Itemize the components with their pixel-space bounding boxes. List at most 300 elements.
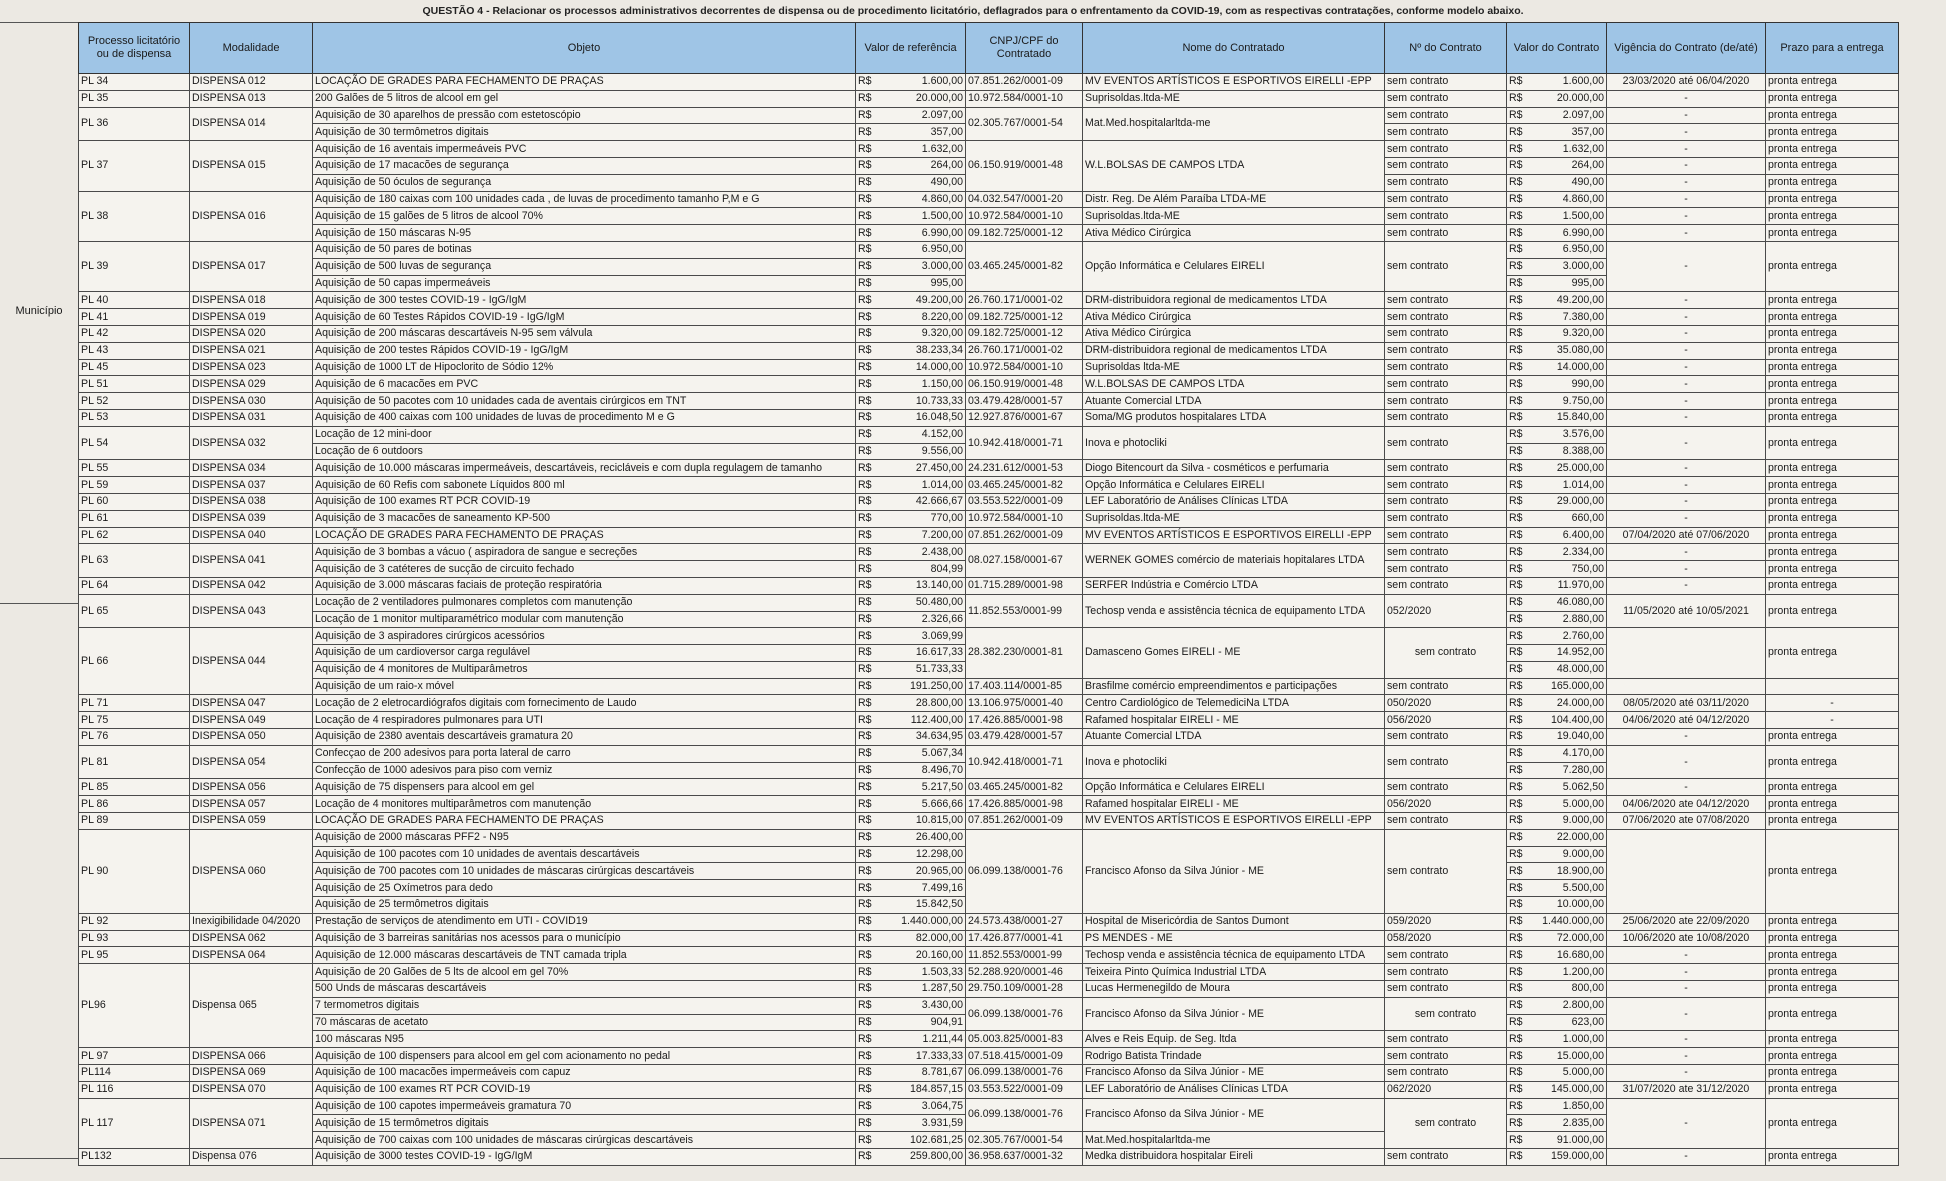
currency-cell: R$ bbox=[856, 74, 887, 91]
vigencia-cell bbox=[1607, 628, 1766, 678]
cnpj-cell: 06.099.138/0001-76 bbox=[966, 829, 1083, 913]
cnpj-cell: 11.852.553/0001-99 bbox=[966, 947, 1083, 964]
prazo-cell: pronta entrega bbox=[1766, 510, 1899, 527]
valor-contrato-cell: 3.576,00 bbox=[1538, 426, 1607, 443]
vigencia-cell: - bbox=[1607, 309, 1766, 326]
objeto-cell: 70 máscaras de acetato bbox=[313, 1014, 856, 1031]
valor-contrato-cell: 46.080,00 bbox=[1538, 594, 1607, 611]
cnpj-cell: 36.958.637/0001-32 bbox=[966, 1149, 1083, 1166]
processo-cell: PL 66 bbox=[79, 628, 190, 695]
valor-contrato-cell: 2.334,00 bbox=[1538, 544, 1607, 561]
vigencia-cell: - bbox=[1607, 1098, 1766, 1148]
currency-cell: R$ bbox=[856, 594, 887, 611]
vigencia-cell: - bbox=[1607, 157, 1766, 174]
modalidade-cell: DISPENSA 043 bbox=[190, 594, 313, 628]
currency-cell: R$ bbox=[1507, 443, 1538, 460]
valor-contrato-cell: 6.990,00 bbox=[1538, 225, 1607, 242]
prazo-cell: pronta entrega bbox=[1766, 964, 1899, 981]
currency-cell: R$ bbox=[1507, 376, 1538, 393]
table-row bbox=[79, 225, 1899, 242]
numero-contrato-cell: sem contrato bbox=[1385, 359, 1507, 376]
nome-cell: Suprisoldas.ltda-ME bbox=[1083, 510, 1385, 527]
processo-cell: PL 43 bbox=[79, 342, 190, 359]
valor-referencia-cell: 357,00 bbox=[887, 124, 966, 141]
valor-referencia-cell: 20.160,00 bbox=[887, 947, 966, 964]
valor-referencia-cell: 49.200,00 bbox=[887, 292, 966, 309]
vigencia-cell: - bbox=[1607, 1065, 1766, 1082]
numero-contrato-cell: sem contrato bbox=[1385, 124, 1507, 141]
vigencia-cell: - bbox=[1607, 981, 1766, 998]
currency-cell: R$ bbox=[856, 510, 887, 527]
cnpj-cell: 17.426.885/0001-98 bbox=[966, 712, 1083, 729]
currency-cell: R$ bbox=[856, 1149, 887, 1166]
currency-cell: R$ bbox=[1507, 897, 1538, 914]
valor-referencia-cell: 7.200,00 bbox=[887, 527, 966, 544]
nome-cell: Francisco Afonso da Silva Júnior - ME bbox=[1083, 1098, 1385, 1132]
objeto-cell: Aquisição de 3 macacões de saneamento KP-500 bbox=[313, 510, 856, 527]
prazo-cell: pronta entrega bbox=[1766, 460, 1899, 477]
prazo-cell: pronta entrega bbox=[1766, 74, 1899, 91]
valor-contrato-cell: 18.900,00 bbox=[1538, 863, 1607, 880]
modalidade-cell: DISPENSA 047 bbox=[190, 695, 313, 712]
numero-contrato-cell: sem contrato bbox=[1385, 309, 1507, 326]
table-row bbox=[79, 813, 1899, 830]
valor-referencia-cell: 26.400,00 bbox=[887, 829, 966, 846]
prazo-cell: pronta entrega bbox=[1766, 292, 1899, 309]
prazo-cell bbox=[1766, 678, 1899, 695]
valor-referencia-cell: 1.440.000,00 bbox=[887, 913, 966, 930]
prazo-cell: pronta entrega bbox=[1766, 997, 1899, 1031]
currency-cell: R$ bbox=[856, 1065, 887, 1082]
valor-contrato-cell: 2.800,00 bbox=[1538, 997, 1607, 1014]
vigencia-cell: - bbox=[1607, 241, 1766, 291]
prazo-cell: pronta entrega bbox=[1766, 141, 1899, 158]
currency-cell: R$ bbox=[856, 157, 887, 174]
objeto-cell: Aquisição de 3.000 máscaras faciais de proteção respiratória bbox=[313, 577, 856, 594]
currency-cell: R$ bbox=[856, 981, 887, 998]
currency-cell: R$ bbox=[856, 376, 887, 393]
processo-cell: PL 65 bbox=[79, 594, 190, 628]
table-row bbox=[79, 292, 1899, 309]
cnpj-cell: 02.305.767/0001-54 bbox=[966, 107, 1083, 141]
processo-cell: PL 81 bbox=[79, 745, 190, 779]
nome-cell: Inova e photocliki bbox=[1083, 745, 1385, 779]
valor-contrato-cell: 72.000,00 bbox=[1538, 930, 1607, 947]
modalidade-cell: DISPENSA 041 bbox=[190, 544, 313, 578]
nome-cell: Alves e Reis Equip. de Seg. ltda bbox=[1083, 1031, 1385, 1048]
prazo-cell: - bbox=[1766, 712, 1899, 729]
valor-referencia-cell: 15.842,50 bbox=[887, 897, 966, 914]
valor-contrato-cell: 9.750,00 bbox=[1538, 393, 1607, 410]
table-row bbox=[79, 745, 1899, 762]
table-row bbox=[79, 309, 1899, 326]
valor-contrato-cell: 15.840,00 bbox=[1538, 409, 1607, 426]
currency-cell: R$ bbox=[1507, 510, 1538, 527]
numero-contrato-cell: sem contrato bbox=[1385, 964, 1507, 981]
objeto-cell: Aquisição de 50 pares de botinas bbox=[313, 241, 856, 258]
currency-cell: R$ bbox=[1507, 275, 1538, 292]
nome-cell: W.L.BOLSAS DE CAMPOS LTDA bbox=[1083, 376, 1385, 393]
prazo-cell: pronta entrega bbox=[1766, 409, 1899, 426]
prazo-cell: pronta entrega bbox=[1766, 779, 1899, 796]
prazo-cell: pronta entrega bbox=[1766, 477, 1899, 494]
currency-cell: R$ bbox=[1507, 460, 1538, 477]
currency-cell: R$ bbox=[1507, 930, 1538, 947]
prazo-cell: pronta entrega bbox=[1766, 913, 1899, 930]
vigencia-cell: - bbox=[1607, 1048, 1766, 1065]
vigencia-cell: - bbox=[1607, 729, 1766, 746]
objeto-cell: Aquisição de 12.000 máscaras descartáveis de TNT camada tripla bbox=[313, 947, 856, 964]
table-row bbox=[79, 729, 1899, 746]
valor-contrato-cell: 49.200,00 bbox=[1538, 292, 1607, 309]
valor-contrato-cell: 1.440.000,00 bbox=[1538, 913, 1607, 930]
numero-contrato-cell: sem contrato bbox=[1385, 90, 1507, 107]
currency-cell: R$ bbox=[856, 325, 887, 342]
col-numero-contrato: Nº do Contrato bbox=[1385, 23, 1507, 74]
valor-referencia-cell: 12.298,00 bbox=[887, 846, 966, 863]
objeto-cell: Aquisição de 6 macacões em PVC bbox=[313, 376, 856, 393]
valor-contrato-cell: 15.000,00 bbox=[1538, 1048, 1607, 1065]
numero-contrato-cell: sem contrato bbox=[1385, 1031, 1507, 1048]
objeto-cell: Aquisição de 400 caixas com 100 unidades de luvas de procedimento M e G bbox=[313, 409, 856, 426]
cnpj-cell: 03.465.245/0001-82 bbox=[966, 477, 1083, 494]
currency-cell: R$ bbox=[856, 292, 887, 309]
currency-cell: R$ bbox=[1507, 241, 1538, 258]
currency-cell: R$ bbox=[856, 141, 887, 158]
vigencia-cell: - bbox=[1607, 460, 1766, 477]
table-row bbox=[79, 1048, 1899, 1065]
currency-cell: R$ bbox=[856, 443, 887, 460]
prazo-cell: pronta entrega bbox=[1766, 745, 1899, 779]
currency-cell: R$ bbox=[1507, 611, 1538, 628]
cnpj-cell: 03.553.522/0001-09 bbox=[966, 493, 1083, 510]
vigencia-cell: - bbox=[1607, 493, 1766, 510]
vigencia-cell: - bbox=[1607, 376, 1766, 393]
currency-cell: R$ bbox=[1507, 544, 1538, 561]
municipio-label: Município bbox=[15, 305, 63, 317]
valor-referencia-cell: 50.480,00 bbox=[887, 594, 966, 611]
objeto-cell: Locação de 12 mini-door bbox=[313, 426, 856, 443]
valor-referencia-cell: 112.400,00 bbox=[887, 712, 966, 729]
numero-contrato-cell: sem contrato bbox=[1385, 678, 1507, 695]
numero-contrato-cell: sem contrato bbox=[1385, 460, 1507, 477]
processo-cell: PL 93 bbox=[79, 930, 190, 947]
numero-contrato-cell: 056/2020 bbox=[1385, 712, 1507, 729]
currency-cell: R$ bbox=[1507, 309, 1538, 326]
valor-referencia-cell: 8.496,70 bbox=[887, 762, 966, 779]
prazo-cell: pronta entrega bbox=[1766, 1098, 1899, 1148]
currency-cell: R$ bbox=[1507, 829, 1538, 846]
currency-cell: R$ bbox=[1507, 325, 1538, 342]
col-valor-contrato: Valor do Contrato bbox=[1507, 23, 1607, 74]
valor-referencia-cell: 3.000,00 bbox=[887, 258, 966, 275]
valor-contrato-cell: 5.500,00 bbox=[1538, 880, 1607, 897]
objeto-cell: Aquisição de 10.000 máscaras impermeáveis, descartáveis, recicláveis e com dupla regulagem de tamanho bbox=[313, 460, 856, 477]
vigencia-cell: - bbox=[1607, 409, 1766, 426]
prazo-cell: pronta entrega bbox=[1766, 561, 1899, 578]
numero-contrato-cell: sem contrato bbox=[1385, 208, 1507, 225]
numero-contrato-cell: sem contrato bbox=[1385, 628, 1507, 678]
objeto-cell: Aquisição de 3000 testes COVID-19 - IgG/IgM bbox=[313, 1149, 856, 1166]
valor-referencia-cell: 16.048,50 bbox=[887, 409, 966, 426]
objeto-cell: Locação de 6 outdoors bbox=[313, 443, 856, 460]
nome-cell: Diogo Bitencourt da Silva - cosméticos e perfumaria bbox=[1083, 460, 1385, 477]
processo-cell: PL 36 bbox=[79, 107, 190, 141]
numero-contrato-cell: sem contrato bbox=[1385, 74, 1507, 91]
cnpj-cell: 10.942.418/0001-71 bbox=[966, 426, 1083, 460]
table-row bbox=[79, 964, 1899, 981]
cnpj-cell: 28.382.230/0001-81 bbox=[966, 628, 1083, 678]
objeto-cell: Aquisição de 15 galões de 5 litros de alcool 70% bbox=[313, 208, 856, 225]
vigencia-cell: - bbox=[1607, 225, 1766, 242]
cnpj-cell: 12.927.876/0001-67 bbox=[966, 409, 1083, 426]
processo-cell: PL 41 bbox=[79, 309, 190, 326]
processo-cell: PL 64 bbox=[79, 577, 190, 594]
cnpj-cell: 10.972.584/0001-10 bbox=[966, 208, 1083, 225]
prazo-cell: pronta entrega bbox=[1766, 981, 1899, 998]
currency-cell: R$ bbox=[1507, 628, 1538, 645]
objeto-cell: Aquisição de 60 Testes Rápidos COVID-19 - IgG/IgM bbox=[313, 309, 856, 326]
objeto-cell: Aquisição de 500 luvas de segurança bbox=[313, 258, 856, 275]
modalidade-cell: DISPENSA 050 bbox=[190, 729, 313, 746]
nome-cell: SERFER Indústria e Comércio LTDA bbox=[1083, 577, 1385, 594]
valor-contrato-cell: 7.280,00 bbox=[1538, 762, 1607, 779]
currency-cell: R$ bbox=[856, 409, 887, 426]
cnpj-cell: 05.003.825/0001-83 bbox=[966, 1031, 1083, 1048]
currency-cell: R$ bbox=[856, 796, 887, 813]
nome-cell: Opção Informática e Celulares EIRELI bbox=[1083, 779, 1385, 796]
currency-cell: R$ bbox=[1507, 1149, 1538, 1166]
nome-cell: Rodrigo Batista Trindade bbox=[1083, 1048, 1385, 1065]
modalidade-cell: DISPENSA 020 bbox=[190, 325, 313, 342]
valor-contrato-cell: 48.000,00 bbox=[1538, 661, 1607, 678]
modalidade-cell: DISPENSA 021 bbox=[190, 342, 313, 359]
objeto-cell: Aquisição de 30 termômetros digitais bbox=[313, 124, 856, 141]
currency-cell: R$ bbox=[1507, 292, 1538, 309]
modalidade-cell: DISPENSA 071 bbox=[190, 1098, 313, 1148]
prazo-cell: pronta entrega bbox=[1766, 796, 1899, 813]
valor-referencia-cell: 995,00 bbox=[887, 275, 966, 292]
nome-cell: Mat.Med.hospitalarltda-me bbox=[1083, 1132, 1385, 1149]
prazo-cell: pronta entrega bbox=[1766, 393, 1899, 410]
table-row bbox=[79, 829, 1899, 846]
numero-contrato-cell: sem contrato bbox=[1385, 729, 1507, 746]
nome-cell: Suprisoldas.ltda-ME bbox=[1083, 90, 1385, 107]
valor-contrato-cell: 800,00 bbox=[1538, 981, 1607, 998]
prazo-cell: pronta entrega bbox=[1766, 1065, 1899, 1082]
cnpj-cell: 07.851.262/0001-09 bbox=[966, 527, 1083, 544]
objeto-cell: Aquisição de 17 macacões de segurança bbox=[313, 157, 856, 174]
objeto-cell: Aquisição de 2380 aventais descartáveis gramatura 20 bbox=[313, 729, 856, 746]
prazo-cell: pronta entrega bbox=[1766, 208, 1899, 225]
currency-cell: R$ bbox=[1507, 947, 1538, 964]
nome-cell: Brasfilme comércio empreendimentos e participações bbox=[1083, 678, 1385, 695]
modalidade-cell: DISPENSA 062 bbox=[190, 930, 313, 947]
currency-cell: R$ bbox=[856, 695, 887, 712]
prazo-cell: pronta entrega bbox=[1766, 107, 1899, 124]
numero-contrato-cell: sem contrato bbox=[1385, 426, 1507, 460]
valor-contrato-cell: 995,00 bbox=[1538, 275, 1607, 292]
currency-cell: R$ bbox=[1507, 577, 1538, 594]
nome-cell: Hospital de Misericórdia de Santos Dumont bbox=[1083, 913, 1385, 930]
prazo-cell: pronta entrega bbox=[1766, 947, 1899, 964]
nome-cell: Francisco Afonso da Silva Júnior - ME bbox=[1083, 997, 1385, 1031]
valor-contrato-cell: 9.000,00 bbox=[1538, 846, 1607, 863]
table-row bbox=[79, 241, 1899, 258]
currency-cell: R$ bbox=[856, 829, 887, 846]
nome-cell: MV EVENTOS ARTÍSTICOS E ESPORTIVOS EIRELLI -EPP bbox=[1083, 527, 1385, 544]
vigencia-cell: - bbox=[1607, 191, 1766, 208]
valor-referencia-cell: 28.800,00 bbox=[887, 695, 966, 712]
currency-cell: R$ bbox=[856, 393, 887, 410]
currency-cell: R$ bbox=[1507, 846, 1538, 863]
col-modalidade: Modalidade bbox=[190, 23, 313, 74]
modalidade-cell: DISPENSA 056 bbox=[190, 779, 313, 796]
valor-referencia-cell: 3.931,59 bbox=[887, 1115, 966, 1132]
nome-cell: Atuante Comercial LTDA bbox=[1083, 729, 1385, 746]
table-row bbox=[79, 544, 1899, 561]
vigencia-cell: - bbox=[1607, 342, 1766, 359]
table-row bbox=[79, 510, 1899, 527]
vigencia-cell: - bbox=[1607, 544, 1766, 561]
objeto-cell: Aquisição de 200 máscaras descartáveis N-95 sem válvula bbox=[313, 325, 856, 342]
valor-contrato-cell: 357,00 bbox=[1538, 124, 1607, 141]
currency-cell: R$ bbox=[1507, 493, 1538, 510]
valor-referencia-cell: 27.450,00 bbox=[887, 460, 966, 477]
vigencia-cell: 07/04/2020 até 07/06/2020 bbox=[1607, 527, 1766, 544]
valor-referencia-cell: 38.233,34 bbox=[887, 342, 966, 359]
valor-contrato-cell: 2.097,00 bbox=[1538, 107, 1607, 124]
currency-cell: R$ bbox=[856, 241, 887, 258]
table-row bbox=[79, 947, 1899, 964]
table-row bbox=[79, 678, 1899, 695]
valor-contrato-cell: 9.000,00 bbox=[1538, 813, 1607, 830]
modalidade-cell: DISPENSA 038 bbox=[190, 493, 313, 510]
nome-cell: Francisco Afonso da Silva Júnior - ME bbox=[1083, 829, 1385, 913]
objeto-cell: 200 Galões de 5 litros de alcool em gel bbox=[313, 90, 856, 107]
cnpj-cell: 06.150.919/0001-48 bbox=[966, 376, 1083, 393]
prazo-cell: pronta entrega bbox=[1766, 191, 1899, 208]
processo-cell: PL 62 bbox=[79, 527, 190, 544]
modalidade-cell: DISPENSA 059 bbox=[190, 813, 313, 830]
currency-cell: R$ bbox=[856, 762, 887, 779]
prazo-cell: pronta entrega bbox=[1766, 527, 1899, 544]
valor-contrato-cell: 10.000,00 bbox=[1538, 897, 1607, 914]
processo-cell: PL 89 bbox=[79, 813, 190, 830]
vigencia-cell: 04/06/2020 até 04/12/2020 bbox=[1607, 712, 1766, 729]
currency-cell: R$ bbox=[856, 897, 887, 914]
table-row bbox=[79, 90, 1899, 107]
valor-contrato-cell: 4.860,00 bbox=[1538, 191, 1607, 208]
valor-contrato-cell: 20.000,00 bbox=[1538, 90, 1607, 107]
currency-cell: R$ bbox=[856, 544, 887, 561]
nome-cell: Suprisoldas.ltda-ME bbox=[1083, 208, 1385, 225]
side-rule-bottom bbox=[0, 1158, 78, 1159]
currency-cell: R$ bbox=[856, 745, 887, 762]
valor-contrato-cell: 2.880,00 bbox=[1538, 611, 1607, 628]
processo-cell: PL 76 bbox=[79, 729, 190, 746]
valor-contrato-cell: 16.680,00 bbox=[1538, 947, 1607, 964]
table-row bbox=[79, 1081, 1899, 1098]
currency-cell: R$ bbox=[856, 611, 887, 628]
valor-referencia-cell: 4.860,00 bbox=[887, 191, 966, 208]
processo-cell: PL 95 bbox=[79, 947, 190, 964]
table-row bbox=[79, 409, 1899, 426]
valor-contrato-cell: 14.000,00 bbox=[1538, 359, 1607, 376]
table-row bbox=[79, 930, 1899, 947]
valor-referencia-cell: 8.781,67 bbox=[887, 1065, 966, 1082]
modalidade-cell: DISPENSA 066 bbox=[190, 1048, 313, 1065]
valor-referencia-cell: 191.250,00 bbox=[887, 678, 966, 695]
currency-cell: R$ bbox=[1507, 745, 1538, 762]
valor-referencia-cell: 3.069,99 bbox=[887, 628, 966, 645]
cnpj-cell: 07.851.262/0001-09 bbox=[966, 813, 1083, 830]
objeto-cell: Confecção de 1000 adesivos para piso com verniz bbox=[313, 762, 856, 779]
valor-referencia-cell: 5.217,50 bbox=[887, 779, 966, 796]
processo-cell: PL 52 bbox=[79, 393, 190, 410]
currency-cell: R$ bbox=[1507, 594, 1538, 611]
objeto-cell: Aquisição de 150 máscaras N-95 bbox=[313, 225, 856, 242]
currency-cell: R$ bbox=[1507, 342, 1538, 359]
vigencia-cell: 08/05/2020 até 03/11/2020 bbox=[1607, 695, 1766, 712]
processo-cell: PL 117 bbox=[79, 1098, 190, 1148]
valor-contrato-cell: 6.400,00 bbox=[1538, 527, 1607, 544]
vigencia-cell: - bbox=[1607, 174, 1766, 191]
valor-contrato-cell: 19.040,00 bbox=[1538, 729, 1607, 746]
processo-cell: PL 75 bbox=[79, 712, 190, 729]
objeto-cell: Aquisição de 700 caixas com 100 unidades de máscaras cirúrgicas descartáveis bbox=[313, 1132, 856, 1149]
objeto-cell: Aquisição de 180 caixas com 100 unidades cada , de luvas de procedimento tamanho P,M e G bbox=[313, 191, 856, 208]
currency-cell: R$ bbox=[1507, 561, 1538, 578]
currency-cell: R$ bbox=[1507, 124, 1538, 141]
currency-cell: R$ bbox=[856, 779, 887, 796]
valor-referencia-cell: 9.556,00 bbox=[887, 443, 966, 460]
valor-referencia-cell: 6.990,00 bbox=[887, 225, 966, 242]
prazo-cell: pronta entrega bbox=[1766, 325, 1899, 342]
currency-cell: R$ bbox=[1507, 527, 1538, 544]
currency-cell: R$ bbox=[856, 712, 887, 729]
processo-cell: PL 59 bbox=[79, 477, 190, 494]
currency-cell: R$ bbox=[856, 1132, 887, 1149]
col-prazo: Prazo para a entrega bbox=[1766, 23, 1899, 74]
currency-cell: R$ bbox=[1507, 90, 1538, 107]
table-row bbox=[79, 577, 1899, 594]
prazo-cell: pronta entrega bbox=[1766, 376, 1899, 393]
cnpj-cell: 03.553.522/0001-09 bbox=[966, 1081, 1083, 1098]
processo-cell: PL 116 bbox=[79, 1081, 190, 1098]
prazo-cell: pronta entrega bbox=[1766, 174, 1899, 191]
currency-cell: R$ bbox=[856, 628, 887, 645]
valor-referencia-cell: 8.220,00 bbox=[887, 309, 966, 326]
valor-referencia-cell: 1.500,00 bbox=[887, 208, 966, 225]
valor-contrato-cell: 145.000,00 bbox=[1538, 1081, 1607, 1098]
valor-referencia-cell: 9.320,00 bbox=[887, 325, 966, 342]
modalidade-cell: Inexigibilidade 04/2020 bbox=[190, 913, 313, 930]
valor-contrato-cell: 165.000,00 bbox=[1538, 678, 1607, 695]
currency-cell: R$ bbox=[856, 359, 887, 376]
nome-cell: Suprisoldas ltda-ME bbox=[1083, 359, 1385, 376]
modalidade-cell: DISPENSA 016 bbox=[190, 191, 313, 241]
currency-cell: R$ bbox=[856, 1098, 887, 1115]
currency-cell: R$ bbox=[856, 964, 887, 981]
valor-referencia-cell: 1.211,44 bbox=[887, 1031, 966, 1048]
numero-contrato-cell: sem contrato bbox=[1385, 997, 1507, 1031]
valor-referencia-cell: 804,99 bbox=[887, 561, 966, 578]
numero-contrato-cell: sem contrato bbox=[1385, 829, 1507, 913]
valor-contrato-cell: 1.632,00 bbox=[1538, 141, 1607, 158]
valor-contrato-cell: 159.000,00 bbox=[1538, 1149, 1607, 1166]
processo-cell: PL 92 bbox=[79, 913, 190, 930]
